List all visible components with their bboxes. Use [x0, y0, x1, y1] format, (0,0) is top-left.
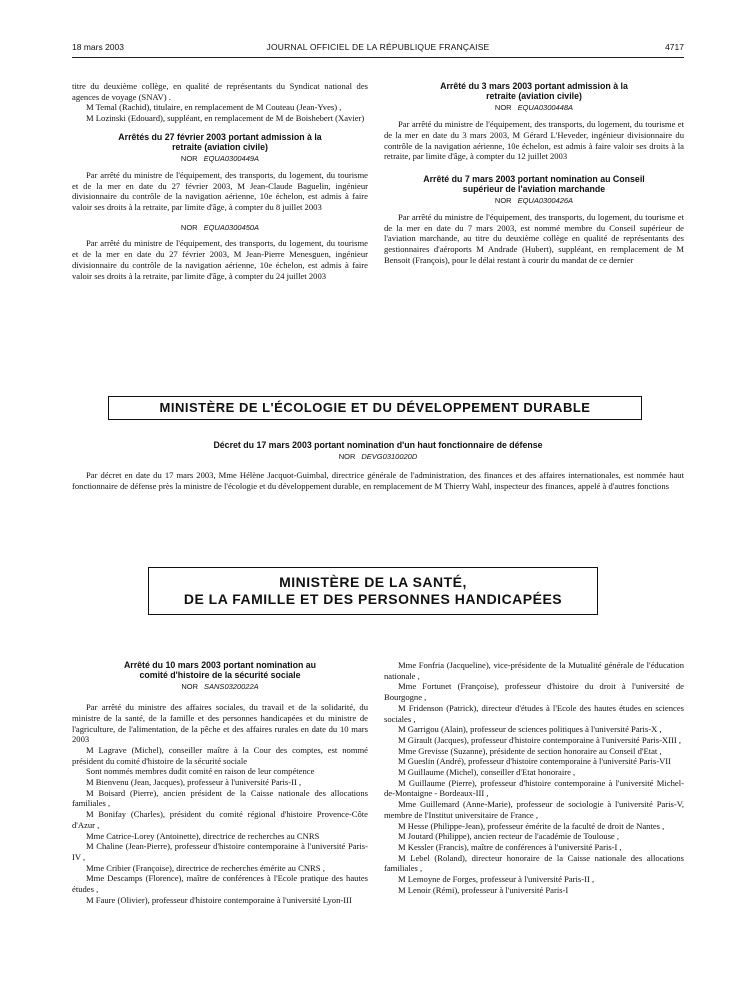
list-item: M Bonifay (Charles), président du comité régional d'histoire Provence-Côte d'Azur , — [72, 809, 368, 830]
list-item: M Chaline (Jean-Pierre), professeur d'histoire contemporaine à l'université Paris-IV , — [72, 841, 368, 862]
nor-reference: NOR EQUA0300426A — [494, 196, 574, 206]
decree-body — [72, 470, 684, 492]
list-item: M Kessler (Francis), maître de conférences à l'université Paris-I , — [398, 841, 622, 852]
list-item: M Boisard (Pierre), ancien président de la Caisse nationale des allocations familiales , — [72, 787, 368, 809]
list-item: M Guillaume (Pierre), professeur d'histoire contemporaine à l'université Michel-de-Montaigne - Bordeaux-III , — [384, 777, 684, 799]
top-right-column — [384, 81, 684, 266]
nor-reference: NOR DEVG0310020D — [338, 452, 418, 462]
decree-header — [72, 440, 684, 466]
paragraph: Par arrêté du ministre de l'équipement, des transports, du logement, du tourisme et de la mer en date du 27 février 2003, M Jean-Claude Baguelin, ingénieur divisionnaire du contrôle de la navigation aérienne, 10e échelon, est admis à faire valoir ses droits à la retraite, par limite d'âge, à compter du 8 juillet 2003 — [72, 169, 368, 213]
bottom-left-column — [72, 660, 368, 905]
list-item: M Lagrave (Michel), conseiller maître à la Cour des comptes, est nommé président du comité d'histoire de la sécurité sociale — [72, 744, 368, 766]
list-item: Mme Descamps (Florence), maître de conférences à l'Ecole pratique des hautes études , — [72, 873, 368, 895]
ministry-heading-health — [148, 567, 598, 615]
list-item: M Hesse (Philippe-Jean), professeur émérite de la faculté de droit de Nantes , — [398, 820, 665, 831]
nor-reference: NOR SANS0320022A — [181, 682, 259, 692]
list-item: M Garrigou (Alain), professeur de sciences politiques à l'université Paris-X , — [398, 724, 662, 735]
ministry-line-1: MINISTÈRE DE LA SANTÉ, — [279, 574, 467, 590]
paragraph: Par arrêté du ministre de l'équipement, des transports, du logement, du tourisme et de la mer en date du 3 mars 2003, M Gérard L'Heveder, ingénieur divisionnaire du contrôle de la navigation aérienne, 10e échelon, est admis à faire valoir ses droits à la retraite, par limite d'âge, à compter du 12 juillet 2003 — [384, 119, 684, 162]
paragraph: Par arrêté du ministre de l'équipement, des transports, du logement, du tourisme et de la mer en date du 7 mars 2003, est nommé membre du Conseil supérieur de l'aviation marchande, au titre du deuxième collège en qualité de représentants des gestionnaires d'aéroports M Andrade (Hubert), suppléant, en remplacement de M Bensoit (François), pour le délai restant à courir du mandat de ce dernier — [384, 212, 684, 265]
list-item: M Joutard (Philippe), ancien recteur de l'académie de Toulouse , — [398, 831, 620, 842]
paragraph: Par décret en date du 17 mars 2003, Mme Hélène Jacquot-Guimbal, directrice générale de l'administration, des finances et des affaires internationales, est nommée haut fonctionnaire de défense près la ministre de l'écologie et du développement durable, en remplacement de M Thierry Wahl, inspecteur des finances, appelé à d'autres fonctions — [72, 470, 684, 491]
list-item: M Fridenson (Patrick), directeur d'études à l'Ecole des hautes études en sciences sociales , — [384, 702, 684, 724]
list-item: Mme Catrice-Lorey (Antoinette), directrice de recherches au CNRS — [86, 830, 320, 841]
nor-reference: NOR EQUA0300448A — [494, 103, 574, 113]
list-item: Mme Grevisse (Suzanne), présidente de section honoraire au Conseil d'Etat , — [398, 745, 662, 756]
list-item: M Girault (Jacques), professeur d'histoire contemporaine à l'université Paris-XIII , — [398, 734, 682, 745]
article-title: Arrêté du 10 mars 2003 portant nomination au comité d'histoire de la sécurité sociale — [123, 660, 317, 681]
article-title: Arrêté du 3 mars 2003 portant admission à la retraite (aviation civile) — [440, 81, 628, 102]
paragraph: Par arrêté du ministre de l'équipement, des transports, du logement, du tourisme et de la mer en date du 27 février 2003, M Jean-Pierre Menesguen, ingénieur divisionnaire du contrôle de la navigation aérienne, 10e échelon, est admis à faire valoir ses droits à la retraite, par limite d'âge, à compter du 24 juillet 2003 — [72, 238, 368, 281]
paragraph-list — [384, 660, 684, 895]
list-item: M Faure (Olivier), professeur d'histoire contemporaine à l'université Lyon-III — [86, 894, 352, 905]
list-item: M Lebel (Roland), directeur honoraire de la Caisse nationale des allocations familiales , — [384, 852, 684, 874]
bottom-right-column — [384, 660, 684, 895]
list-item: Mme Fonfria (Jacqueline), vice-présidente de la Mutualité générale de l'éducation nationale , — [384, 660, 684, 681]
ministry-heading-ecology: MINISTÈRE DE L'ÉCOLOGIE ET DU DÉVELOPPEMENT DURABLE — [108, 396, 642, 420]
paragraph: M Temal (Rachid), titulaire, en remplacement de M Couteau (Jean-Yves) , — [86, 102, 342, 113]
paragraph: titre du deuxième collège, en qualité de représentants du Syndicat national des agences de voyage (SNAV) . — [72, 81, 368, 102]
list-item: Mme Fortunet (Françoise), professeur d'histoire du droit à l'université de Bourgogne , — [384, 681, 684, 703]
paragraph: M Lozinski (Edouard), suppléant, en remplacement de M de Boishebert (Xavier) — [86, 113, 365, 124]
decree-title: Décret du 17 mars 2003 portant nomination d'un haut fonctionnaire de défense — [213, 440, 543, 450]
top-left-column — [72, 81, 368, 281]
nor-reference: NOR EQUA0300449A — [180, 154, 260, 164]
header-rule — [72, 57, 684, 58]
list-item: M Bienvenu (Jean, Jacques), professeur à l'université Paris-II , — [86, 777, 302, 788]
article-title: Arrêté du 7 mars 2003 portant nomination au Conseil supérieur de l'aviation marchande — [423, 173, 645, 195]
list-item: Mme Guillemard (Anne-Marie), professeur de sociologie à l'université Paris-V, membre de l'Institut universitaire de France , — [384, 799, 684, 820]
list-item: Mme Cribier (Françoise), directrice de recherches émérite au CNRS , — [86, 862, 325, 873]
list-item: M Gueslin (André), professeur d'histoire contemporaine à l'université Paris-VII — [398, 756, 672, 767]
nor-reference: NOR EQUA0300450A — [180, 222, 260, 232]
list-item: M Lemoyne de Forges, professeur à l'université Paris-II , — [398, 874, 595, 885]
article-title: Arrêtés du 27 février 2003 portant admission à la retraite (aviation civile) — [118, 131, 322, 153]
list-item: M Lenoir (Rémi), professeur à l'université Paris-I — [398, 884, 569, 895]
page-number: 4717 — [665, 42, 684, 52]
list-item: Sont nommés membres dudit comité en raison de leur compétence — [86, 766, 315, 777]
journal-title: JOURNAL OFFICIEL DE LA RÉPUBLIQUE FRANÇAISE — [266, 42, 490, 52]
ministry-line-2: DE LA FAMILLE ET DES PERSONNES HANDICAPÉES — [183, 591, 563, 607]
list-item: M Guillaume (Michel), conseiller d'Etat honoraire , — [398, 767, 576, 778]
page-header — [72, 42, 684, 56]
issue-date: 18 mars 2003 — [72, 42, 124, 52]
list-item: Par arrêté du ministre des affaires sociales, du travail et de la solidarité, du ministre de la santé, de la famille et des personnes handicapées et du ministre de l'agriculture, de l'alimentation, de la pêche et des affaires rurales en date du 10 mars 2003 — [72, 702, 368, 745]
paragraph-list — [72, 702, 368, 905]
